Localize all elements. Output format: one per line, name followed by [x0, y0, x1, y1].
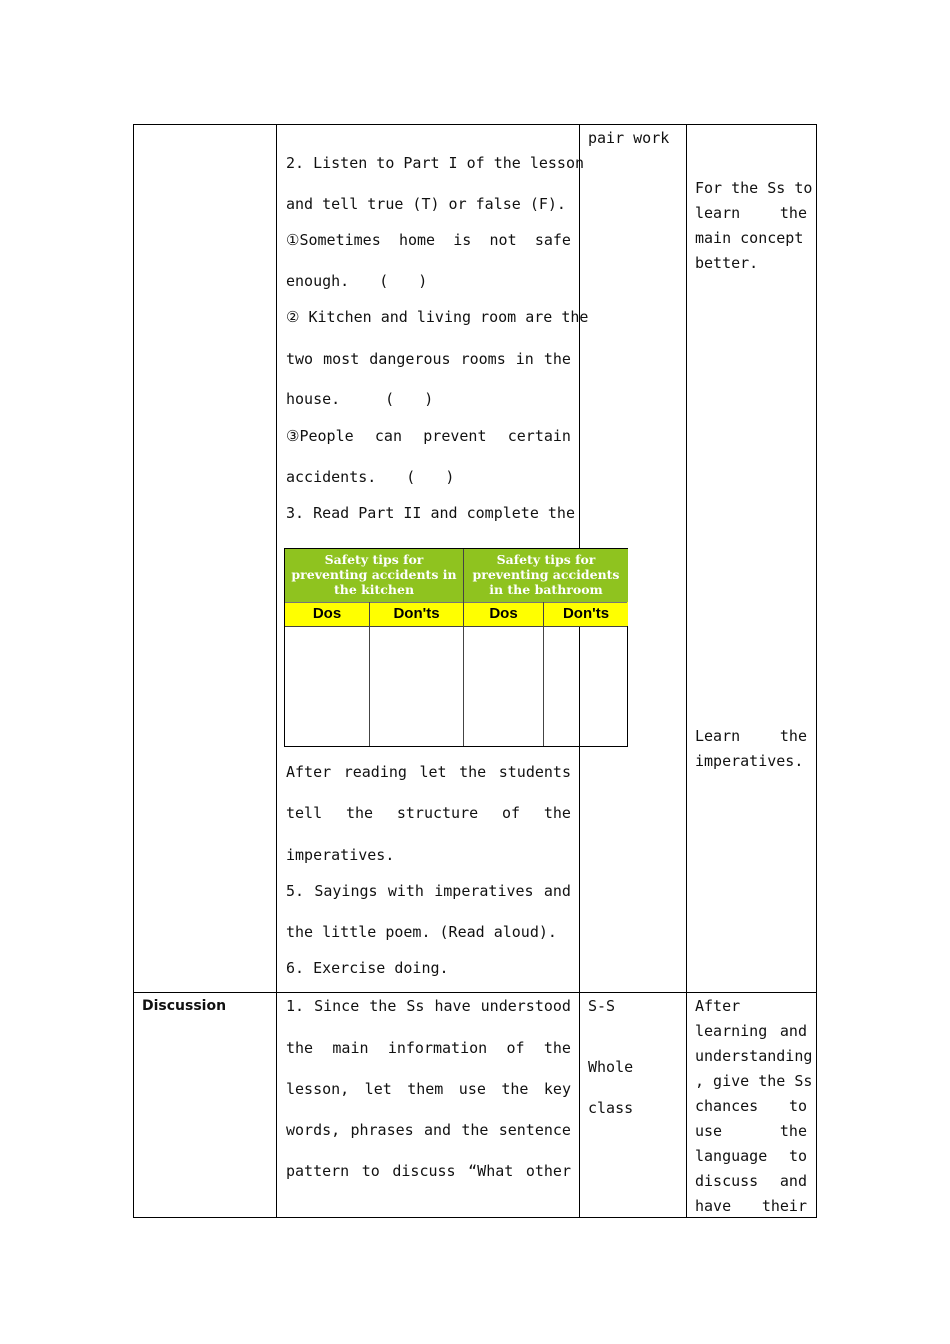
word: Sayings [314, 882, 378, 900]
word: and [779, 1022, 807, 1040]
word: words, [286, 1121, 341, 1139]
word: to [788, 1147, 807, 1165]
word: the [779, 1122, 807, 1140]
word: learning [695, 1022, 768, 1040]
word: most [323, 350, 360, 368]
step-2-line: 2. Listen to Part I of the lesson [286, 154, 585, 172]
word: and [779, 1172, 807, 1190]
purpose-line [695, 1022, 807, 1040]
word: rooms [460, 350, 506, 368]
word: their [761, 1197, 807, 1215]
word: chances [695, 1097, 759, 1115]
stage-label: Discussion [142, 998, 227, 1014]
word: imperatives [434, 882, 534, 900]
purpose-line [695, 1147, 807, 1165]
tips-column-line [543, 602, 544, 746]
activity-line [286, 997, 571, 1015]
mode-line: class [588, 1099, 634, 1117]
word: and [543, 882, 571, 900]
word: 5. [286, 882, 305, 900]
word: can [374, 427, 402, 445]
purpose-line [695, 1172, 807, 1190]
word: ①Sometimes [286, 231, 381, 249]
word: ③People [286, 427, 354, 445]
word: the [461, 1121, 489, 1139]
question-1-line: enough. ( ) [286, 272, 428, 290]
word: pattern [286, 1162, 350, 1180]
purpose-line: understanding [695, 1047, 813, 1065]
header-kitchen: Safety tips for preventing accidents in the kitchen [285, 549, 463, 602]
purpose-line [695, 1097, 807, 1115]
word: the [369, 997, 397, 1015]
word: dangerous [369, 350, 451, 368]
word: let [419, 763, 447, 781]
table-bottom-border [133, 1217, 817, 1218]
word: “What [468, 1162, 514, 1180]
word: of [501, 804, 521, 822]
column-donts-kitchen: Don'ts [370, 602, 463, 626]
word: discuss [695, 1172, 759, 1190]
word: have [695, 1197, 732, 1215]
word: reading [343, 763, 407, 781]
word: language [695, 1147, 768, 1165]
word: the [779, 727, 807, 745]
purpose-line: better. [695, 254, 759, 272]
word: certain [507, 427, 571, 445]
word: safe [534, 231, 571, 249]
word: the [779, 204, 807, 222]
column-donts-bathroom: Don'ts [544, 602, 628, 626]
word: have [434, 997, 471, 1015]
step-6-line: 6. Exercise doing. [286, 959, 449, 977]
word: students [498, 763, 571, 781]
row-divider [133, 992, 817, 993]
mode-line: Whole [588, 1058, 634, 1076]
word: understood [480, 997, 571, 1015]
word: the [459, 763, 487, 781]
header-divider [285, 602, 627, 603]
purpose-line: imperatives. [695, 752, 804, 770]
purpose-line [695, 727, 807, 745]
word: to [788, 1097, 807, 1115]
header-bathroom: Safety tips for preventing accidents in the bathroom [464, 549, 628, 602]
word: key [543, 1080, 571, 1098]
tips-column-line [463, 549, 464, 746]
word: use [695, 1122, 723, 1140]
column-divider-3 [686, 124, 687, 1218]
word: let [364, 1080, 392, 1098]
word: and [423, 1121, 452, 1139]
word: the [286, 1039, 314, 1057]
after-reading-line [286, 804, 571, 822]
purpose-line [695, 1122, 807, 1140]
word: prevent [423, 427, 487, 445]
question-3-line [286, 427, 571, 445]
word: tell [286, 804, 323, 822]
table-right-border [816, 124, 817, 1218]
after-reading-line: imperatives. [286, 846, 395, 864]
word: the [345, 804, 374, 822]
after-reading-line [286, 763, 571, 781]
step-3-line: 3. Read Part II and complete the [286, 504, 575, 522]
word: the [501, 1080, 529, 1098]
question-3-line: accidents. ( ) [286, 468, 455, 486]
purpose-line: For the Ss to [695, 179, 813, 197]
question-2-line: house. ( ) [286, 390, 434, 408]
purpose-line: , give the Ss [695, 1072, 813, 1090]
step-2-line: and tell true (T) or false (F). [286, 195, 566, 213]
word: the [543, 804, 571, 822]
word: to [361, 1162, 380, 1180]
tips-column-line [369, 602, 370, 746]
word: the [543, 1039, 571, 1057]
purpose-line: main concept [695, 229, 804, 247]
word: other [525, 1162, 571, 1180]
word: two [286, 350, 314, 368]
word: sentence [498, 1121, 571, 1139]
activity-line [286, 1162, 571, 1180]
word: information [387, 1039, 488, 1057]
word: 1. [286, 997, 305, 1015]
question-2-line: ② Kitchen and living room are the [286, 308, 589, 326]
word: phrases [350, 1121, 414, 1139]
activity-line [286, 1121, 571, 1139]
safety-tips-table [284, 548, 628, 747]
question-2-line [286, 350, 571, 368]
table-left-border [133, 124, 134, 1218]
word: them [407, 1080, 444, 1098]
column-dos-bathroom: Dos [464, 602, 543, 626]
word: the [543, 350, 571, 368]
word: Since [314, 997, 360, 1015]
step-5-line: the little poem. (Read aloud). [286, 923, 557, 941]
purpose-line [695, 1197, 807, 1215]
word: Ss [406, 997, 425, 1015]
word: After [286, 763, 332, 781]
word: Learn [695, 727, 741, 745]
word: of [506, 1039, 525, 1057]
subheader-divider [285, 626, 627, 627]
column-divider-1 [276, 124, 277, 1218]
table-top-border [133, 124, 817, 125]
column-dos-kitchen: Dos [285, 602, 369, 626]
word: not [489, 231, 517, 249]
word: main [332, 1039, 369, 1057]
word: structure [396, 804, 479, 822]
purpose-line [695, 204, 807, 222]
activity-line [286, 1039, 571, 1057]
word: use [458, 1080, 486, 1098]
word: learn [695, 204, 741, 222]
word: home [398, 231, 436, 249]
mode-line: S-S [588, 997, 616, 1015]
question-1-line [286, 231, 571, 249]
word: is [453, 231, 472, 249]
activity-line [286, 1080, 571, 1098]
word: lesson, [286, 1080, 350, 1098]
word: with [387, 882, 424, 900]
word: discuss [392, 1162, 456, 1180]
word: in [515, 350, 534, 368]
purpose-line: After [695, 997, 741, 1015]
step-5-line [286, 882, 571, 900]
interaction-mode: pair work [588, 129, 670, 147]
